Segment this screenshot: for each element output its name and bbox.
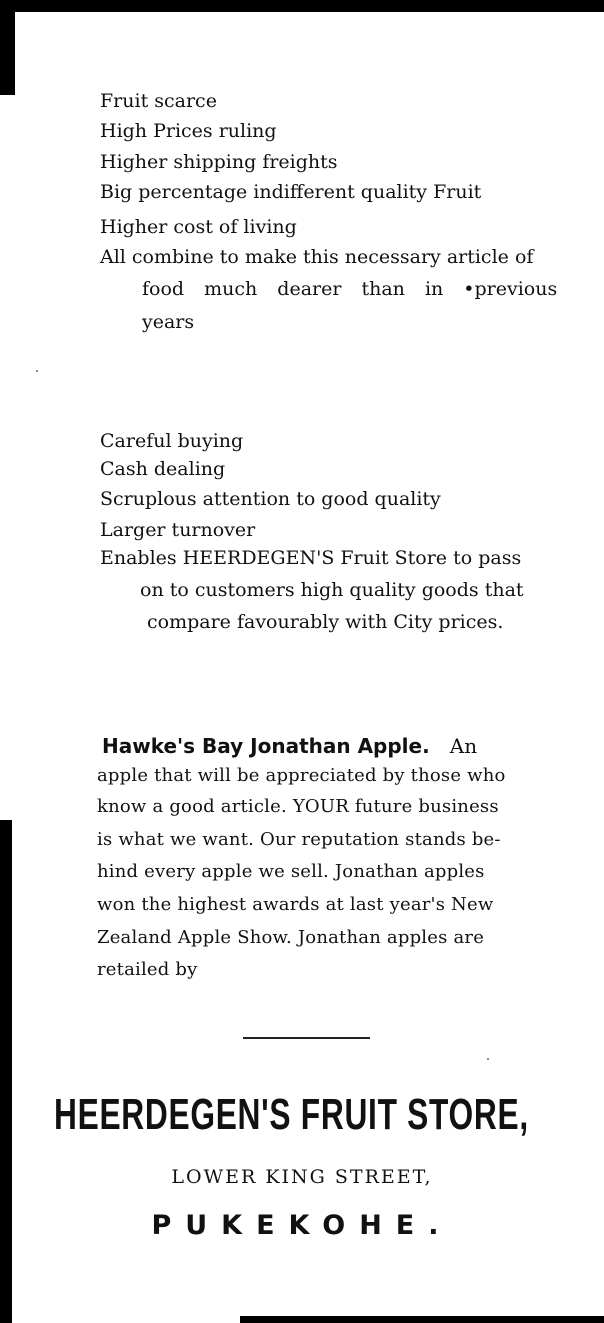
scan-edge-left [0, 0, 15, 95]
list-item: Cash dealing [100, 458, 226, 480]
paragraph-line: hind every apple we sell. Jonathan apples [97, 861, 485, 882]
list-item: Higher shipping freights [100, 151, 338, 173]
paragraph-text: An [449, 734, 478, 758]
paragraph-line: Zealand Apple Show. Jonathan apples are [97, 927, 485, 948]
paragraph-line: apple that will be appreciated by those who [97, 765, 506, 786]
list-item-continued: compare favourably with City prices. [147, 611, 504, 633]
store-town: PUKEKOHE. [151, 1210, 453, 1241]
store-name: HEERDEGEN'S FRUIT STORE, [54, 1090, 529, 1139]
list-item: Larger turnover [100, 519, 256, 541]
scan-edge-top [0, 0, 604, 12]
speck [36, 370, 38, 372]
list-item: Higher cost of living [100, 216, 297, 238]
list-item: All combine to make this necessary article of [100, 246, 534, 268]
paragraph-first-line [102, 734, 477, 758]
paragraph-line: retailed by [97, 959, 198, 980]
list-item: High Prices ruling [100, 120, 277, 142]
speck [487, 1058, 489, 1060]
scan-edge-left [0, 820, 12, 1323]
paragraph-line: won the highest awards at last year's New [97, 894, 494, 915]
list-item: Careful buying [100, 430, 244, 452]
list-item: Big percentage indifferent quality Fruit [100, 181, 482, 203]
list-item: Scruplous attention to good quality [100, 488, 441, 510]
list-item-continued: years [142, 311, 195, 333]
divider [243, 1037, 370, 1039]
apple-heading: Hawke's Bay Jonathan Apple. [102, 734, 430, 758]
scan-edge-bottom [240, 1316, 604, 1323]
list-item: Enables HEERDEGEN'S Fruit Store to pass [100, 547, 522, 569]
list-item: Fruit scarce [100, 90, 217, 112]
paragraph-line: know a good article. YOUR future business [97, 796, 499, 817]
list-item-continued: food much dearer than in •previous [142, 278, 558, 300]
list-item-continued: on to customers high quality goods that [140, 579, 524, 601]
store-street: LOWER KING STREET, [171, 1166, 433, 1188]
paragraph-line: is what we want. Our reputation stands be- [97, 829, 501, 850]
